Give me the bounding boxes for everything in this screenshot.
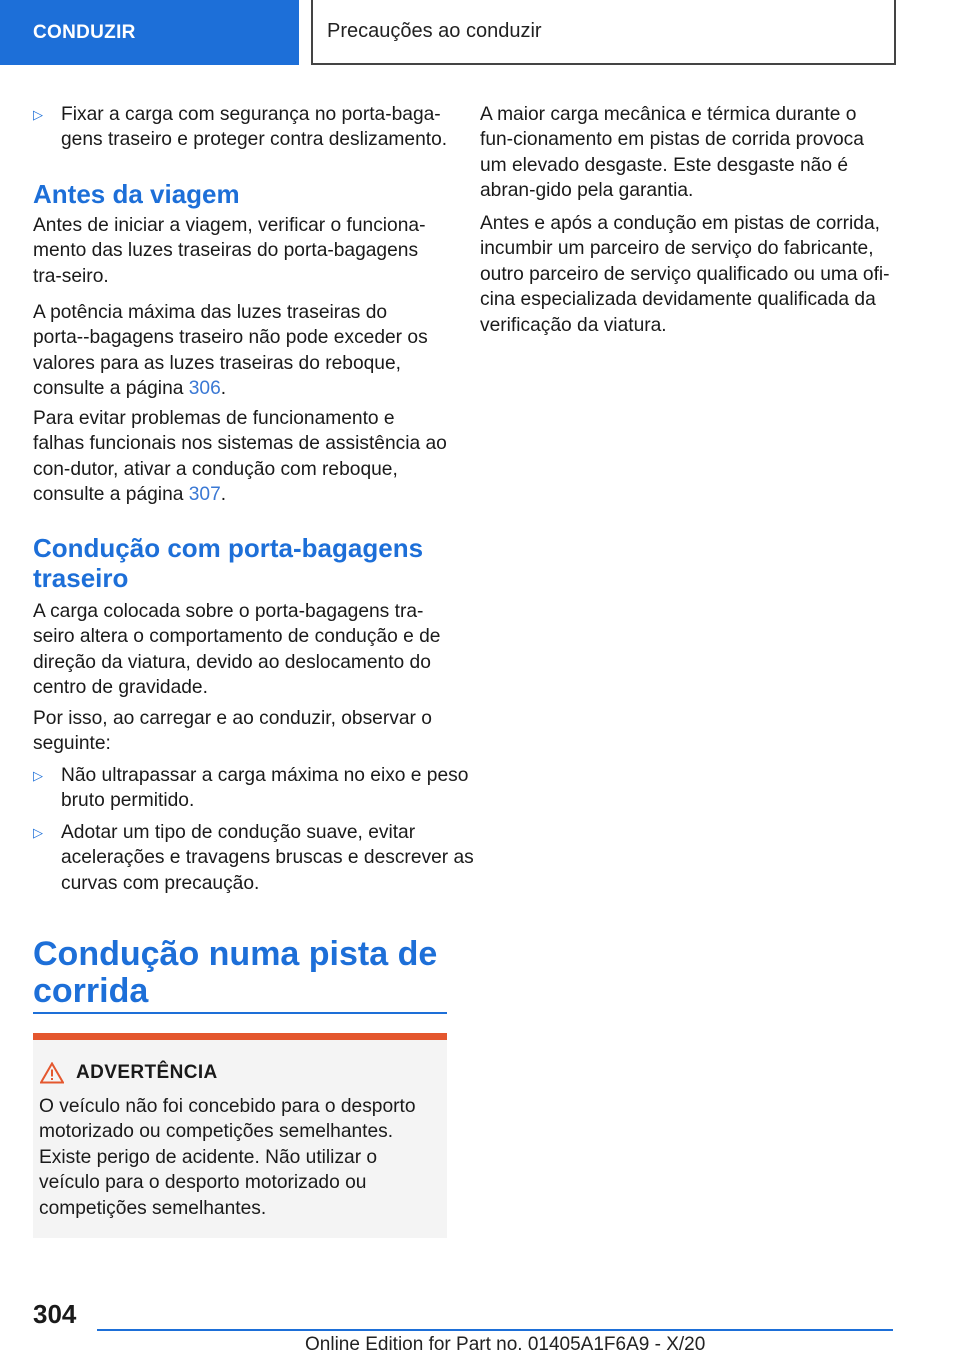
bullet-text: Adotar um tipo de condução suave, evitar acelerações e travagens bruscas e descrever as curvas com precaução.: [61, 822, 474, 894]
heading-pista-corrida: Condução numa pista de corrida: [33, 935, 438, 1010]
warning-label: ADVERTÊNCIA: [76, 1062, 218, 1083]
section-tab: [0, 0, 299, 65]
subsection-header: [311, 0, 896, 65]
paragraph: A carga colocada sobre o porta-bagagens tra‐seiro altera o comportamento de condução e de direção da viatura, devido ao deslocamento do centro de gravidade.: [33, 601, 441, 699]
paragraph: Antes e após a condução em pistas de corrida, incumbir um parceiro de serviço do fabricante, outro parceiro de serviço qualificado ou uma ofi‐cina especializada devidamente qualificada da verificação da viatura.: [480, 213, 890, 336]
paragraph: Antes de iniciar a viagem, verificar o funciona‐mento das luzes traseiras do porta-bagagens tra‐seiro.: [33, 215, 426, 287]
page-number: 304: [33, 1299, 77, 1329]
triangle-bullet-icon: ▷: [33, 768, 43, 783]
subsection-title: Precauções ao conduzir: [327, 20, 542, 42]
heading-underline: [33, 1012, 447, 1014]
warning-title: [40, 1062, 218, 1084]
paragraph: Para evitar problemas de funcionamento e falhas funcionais nos sistemas de assistência ao con‐dutor, ativar a condução com reboque, consulte a página 307.: [33, 408, 447, 506]
warning-text: O veículo não foi concebido para o desporto motorizado ou competições semelhantes. Existe perigo de acidente. Não utilizar o veículo para o desporto motorizado ou competições semelhantes.: [39, 1096, 416, 1219]
bullet-text: Não ultrapassar a carga máxima no eixo e peso bruto permitido.: [61, 765, 469, 812]
footer-edition: Online Edition for Part no. 01405A1F6A9 - X/20: [305, 1334, 706, 1355]
heading-antes-viagem: Antes da viagem: [33, 179, 240, 209]
paragraph: Por isso, ao carregar e ao conduzir, observar o seguinte:: [33, 708, 432, 755]
bullet-text: Fixar a carga com segurança no porta-baga‐gens traseiro e proteger contra deslizamento.: [61, 104, 448, 151]
triangle-bullet-icon: ▷: [33, 107, 43, 122]
section-label: CONDUZIR: [33, 21, 136, 43]
footer-rule: [97, 1329, 893, 1331]
paragraph: A maior carga mecânica e térmica durante o fun‐cionamento em pistas de corrida provoca um elevado desgaste. Este desgaste não é abran‐gido pela garantia.: [480, 104, 864, 202]
paragraph: A potência máxima das luzes traseiras do porta‐-bagagens traseiro não pode exceder os valores para as luzes traseiras do reboque, consulte a página 306.: [33, 302, 428, 400]
heading-conducao-porta-bagagens: Condução com porta-bagagens traseiro: [33, 533, 424, 593]
warning-triangle-icon: [40, 1062, 64, 1084]
list-item: [33, 102, 475, 153]
page-link-307[interactable]: 307: [188, 484, 221, 506]
page-link-306[interactable]: 306: [188, 378, 221, 400]
triangle-bullet-icon: ▷: [33, 825, 43, 840]
list-item: [33, 763, 475, 814]
list-item: [33, 820, 475, 896]
